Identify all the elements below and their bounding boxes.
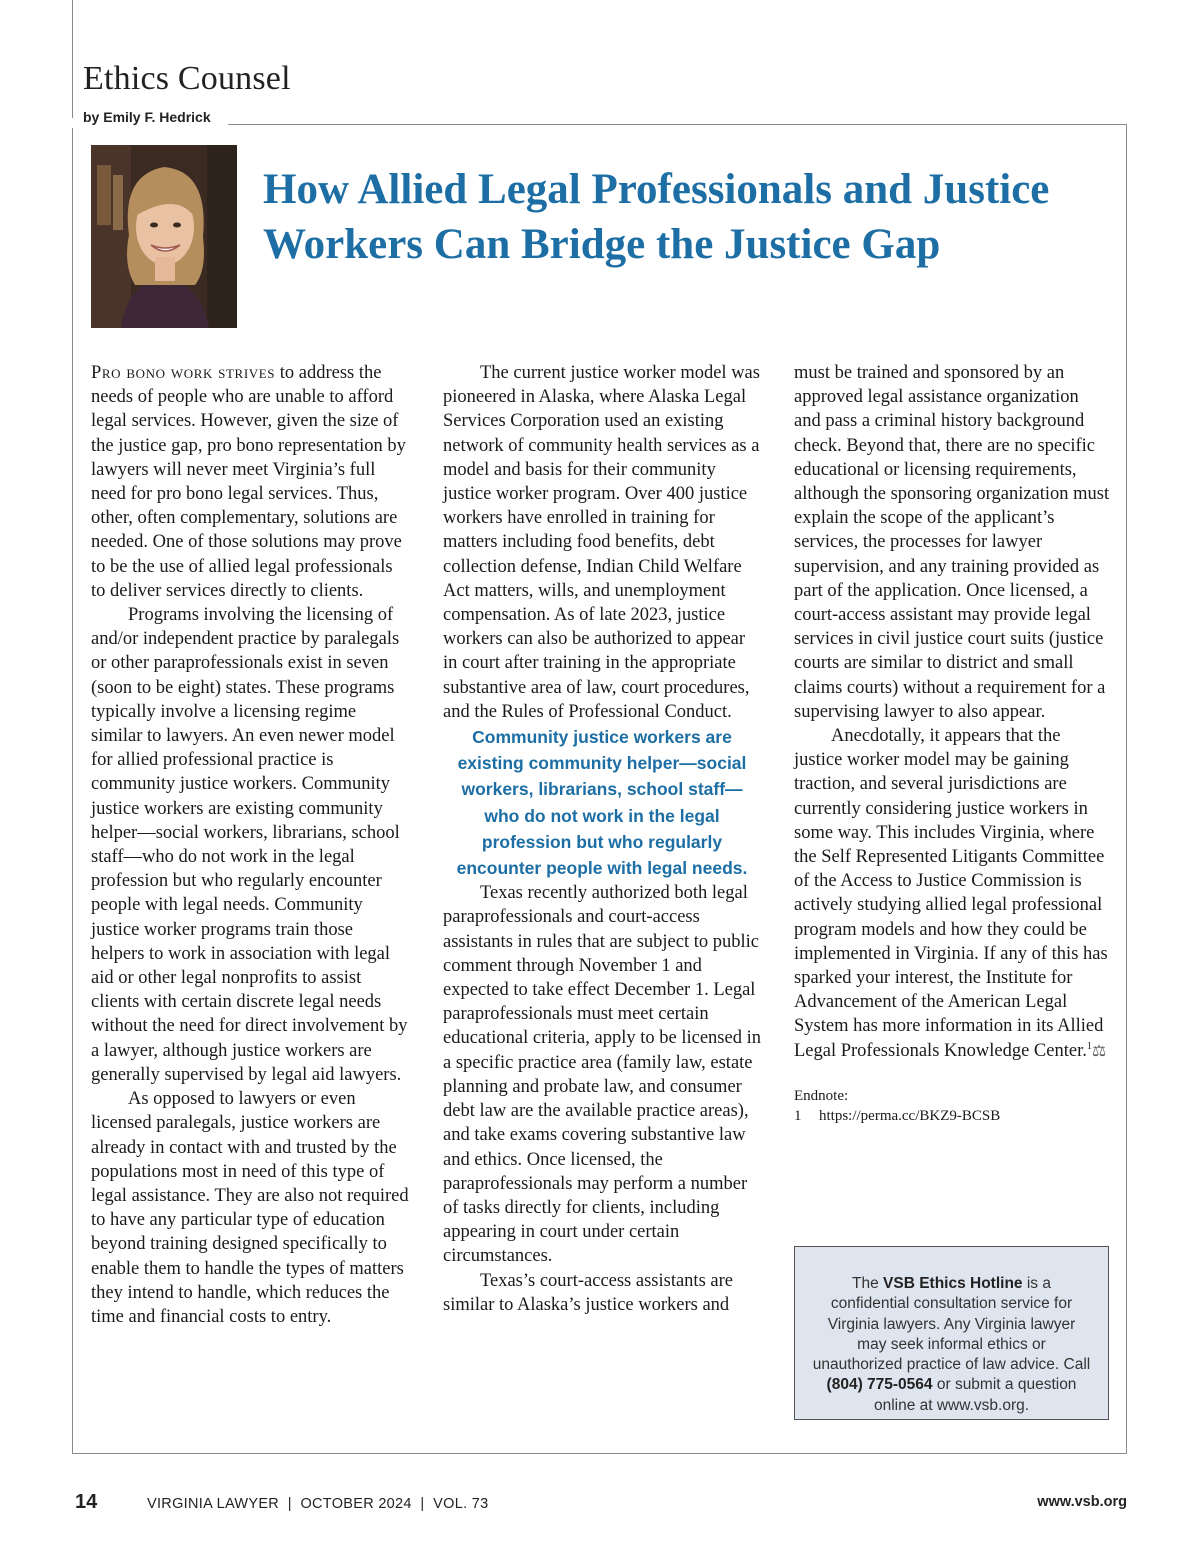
hotline-phone: (804) 775-0564 xyxy=(826,1376,933,1394)
paragraph: As opposed to lawyers or even licensed paralegals, justice workers are already in contact with and trusted by the populations most in need of this type of legal assistance. They are also not required to have any particular type of education beyond training designed specifically to enable them to handle the types of matters they intend to handle, which reduces the time and financial costs to entry. xyxy=(91,1089,409,1327)
paragraph: Anecdotally, it appears that the justice worker model may be gaining traction, and several jurisdictions are currently considering justice workers in some way. This includes Virginia, where the Self Represented Litigants Committee of the Access to Justice Commission is actively studying allied legal professional program models and how they could be implemented in Virginia. If any of this has sparked your interest, the Institute for Advancement of the American Legal System has more information in its Allied Legal Professionals Knowledge Center.$^1$⚖ xyxy=(794,726,1108,1061)
article-column-1 xyxy=(91,361,409,1329)
ethics-hotline-box: The VSB Ethics Hotline is a confidential consultation service for Virginia lawyers. Any Virginia lawyer may seek informal ethics or unauthorized practice of law advice. Call (804) 775-0564 or submit a question online at www.vsb.org. xyxy=(794,1246,1109,1420)
scales-of-justice-icon: ⚖ xyxy=(1091,1042,1107,1060)
paragraph: Programs involving the licensing of and/or independent practice by paralegals or other paraprofessionals exist in seven (soon to be eight) states. These programs typically involve a licensing regime similar to lawyers. An even newer model for allied professional practice is community justice workers. Community justice workers are existing community helper—social workers, librarians, school staff—who do not work in the legal profession but who regularly encounter people with legal needs. Community justice worker programs train those helpers to work in association with legal aid or other legal nonprofits to assist clients with certain discrete legal needs without the need for direct involvement by a lawyer, although justice workers are generally supervised by legal aid lawyers. xyxy=(91,605,408,1085)
paragraph: must be trained and sponsored by an approved legal assistance organization and pass a criminal history background check. Beyond that, there are no specific educational or licensing requirements, although the sponsoring organization must explain the scope of the applicant’s services, the processes for lawyer supervision, and any training provided as part of the application. Once licensed, a court-access assistant may provide legal services in civil justice court suits (justice courts are similar to district and small claims courts) without a requirement for a supervising lawyer to also appear. xyxy=(794,363,1110,722)
website-link[interactable]: www.vsb.org xyxy=(1037,1494,1127,1510)
lead-in: Pro bono work strives xyxy=(91,363,276,383)
publication-info: VIRGINIA LAWYER | OCTOBER 2024 | VOL. 73 xyxy=(147,1496,489,1512)
paragraph: The current justice worker model was pioneered in Alaska, where Alaska Legal Services Corporation used an existing network of community health services as a model and basis for their community justice worker program. Over 400 justice workers have enrolled in training for matters including food benefits, debt collection defense, Indian Child Welfare Act matters, wills, and unemployment compensation. As of late 2023, justice workers can also be authorized to appear in court after training in the appropriate substantive area of law, court procedures, and the Rules of Professional Conduct. xyxy=(443,363,760,722)
byline-row xyxy=(83,109,1129,127)
page-left-rule xyxy=(72,0,73,125)
footnote-reference: 1 xyxy=(1086,1040,1092,1052)
hotline-name: VSB Ethics Hotline xyxy=(883,1275,1023,1292)
endnote-label: Endnote: xyxy=(794,1087,849,1104)
paragraph: Texas recently authorized both legal paraprofessionals and court-access assistants in rules that are subject to public comment through November 1 and expected to take effect December 1. Legal paraprofessionals must meet certain educational criteria, apply to be licensed in a specific practice area (family law, estate planning and probate law, and consumer debt law are the available practice areas), and take exams covering substantive law and ethics. Once licensed, the paraprofessionals may perform a number of tasks directly for clients, including appearing in court under certain circumstances. xyxy=(443,883,761,1267)
pull-quote: Community justice workers are existing community helper—social workers, librarians, school staff—who do not work in the legal profession but who regularly encounter people with legal needs. xyxy=(456,727,748,879)
article-column-3 xyxy=(794,361,1110,1126)
endnote-link[interactable]: https://perma.cc/BKZ9-BCSB xyxy=(819,1107,1001,1124)
author-byline: by Emily F. Hedrick xyxy=(83,109,215,125)
article-headline: How Allied Legal Professionals and Justice Workers Can Bridge the Justice Gap xyxy=(263,166,1050,268)
column-title: Ethics Counsel xyxy=(83,60,291,97)
endnote-item: 1 https://perma.cc/BKZ9-BCSB xyxy=(794,1107,1001,1124)
paragraph: Texas’s court-access assistants are similar to Alaska’s justice workers and xyxy=(443,1270,733,1315)
article-column-2 xyxy=(443,361,761,1317)
page-number: 14 xyxy=(75,1491,98,1513)
author-portrait xyxy=(91,145,237,328)
paragraph: Pro bono work strives to address the needs of people who are unable to afford legal services. However, given the size of the justice gap, pro bono representation by lawyers will never meet Virginia’s full need for pro bono legal services. Thus, other, often complementary, solutions are needed. One of those solutions may prove to be the use of allied legal professionals to deliver services directly to clients. xyxy=(91,363,406,601)
